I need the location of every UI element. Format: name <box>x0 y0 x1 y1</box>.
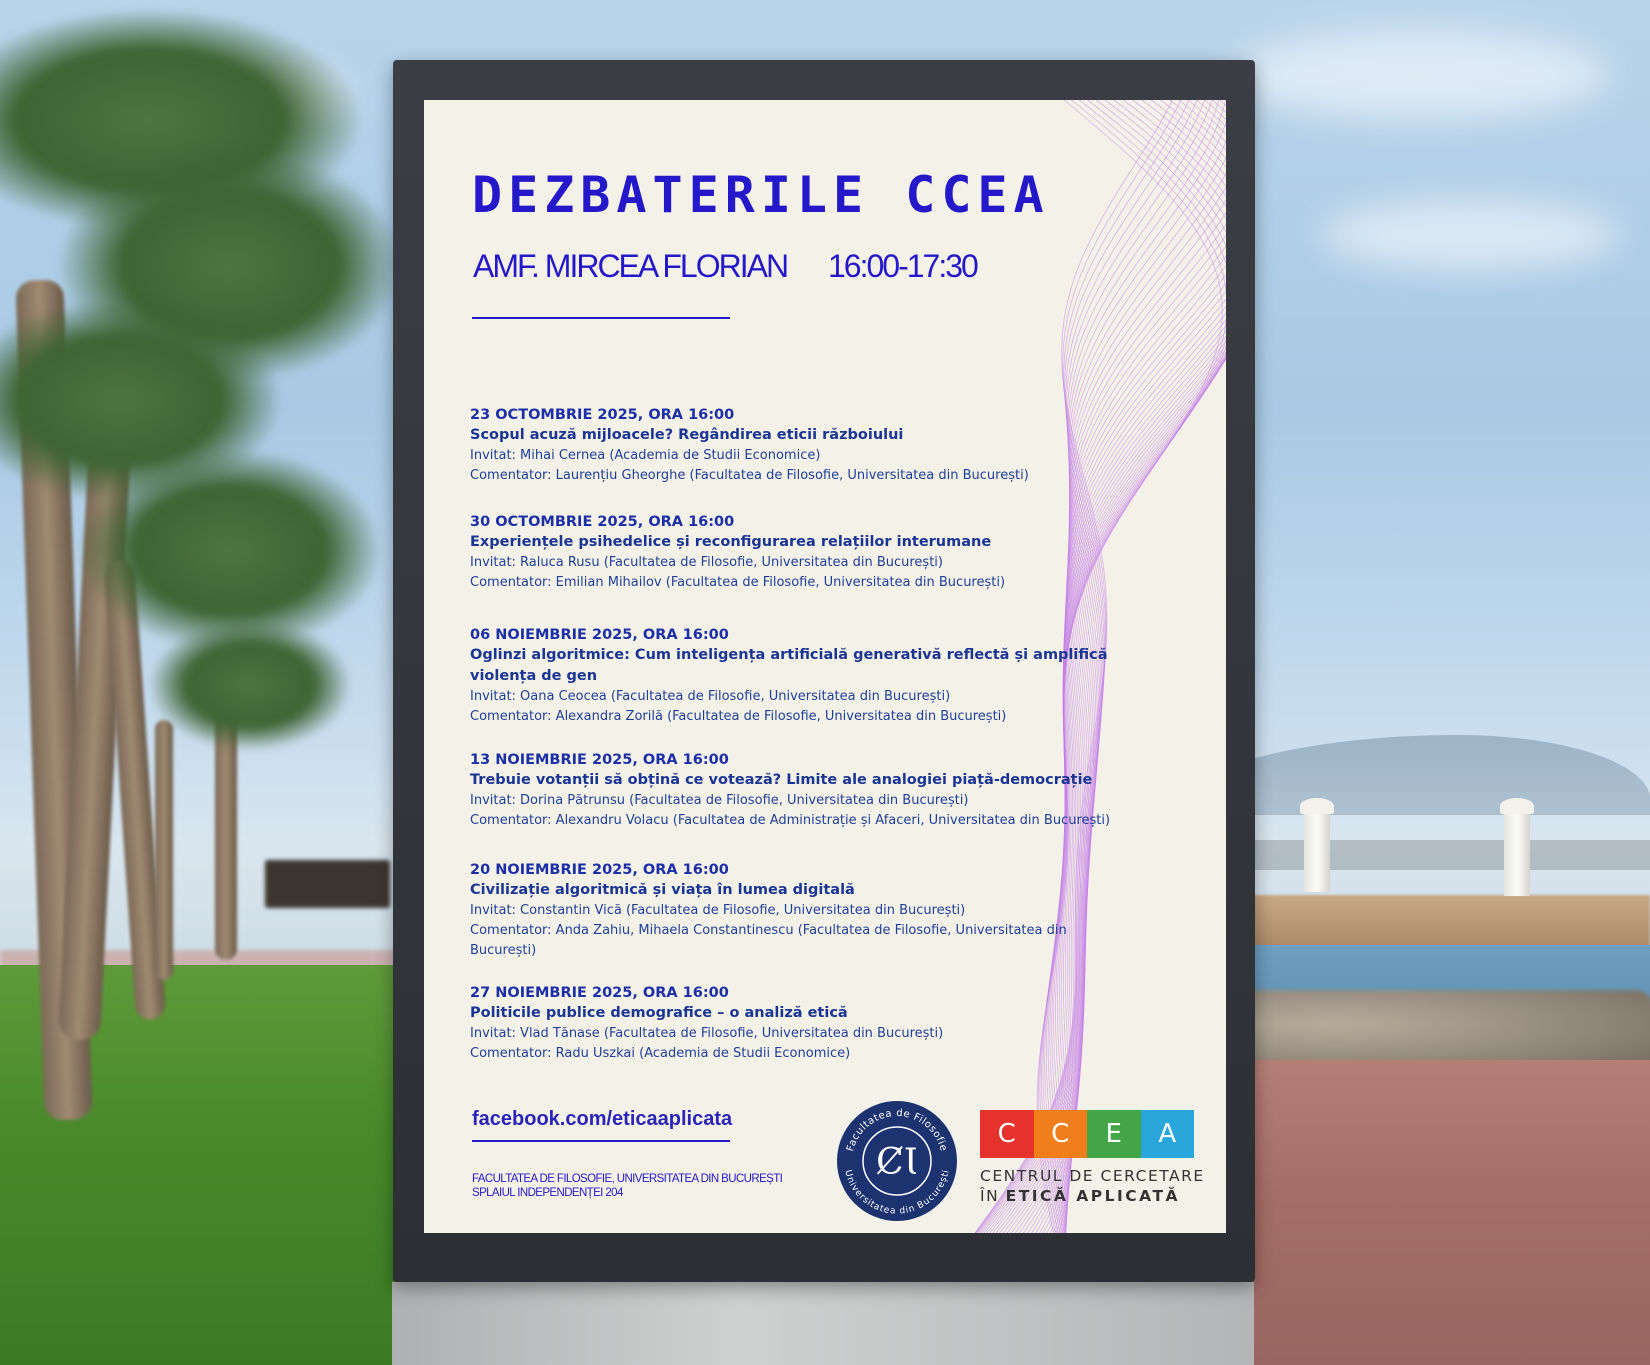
ccea-letter: E <box>1087 1110 1141 1158</box>
palm-fronds <box>150 620 350 750</box>
promenade <box>1190 1060 1650 1365</box>
event-title: Trebuie votanții să obțină ce votează? Limite ale analogiei piață-democrație <box>470 772 1093 788</box>
breakwater <box>1200 895 1650 950</box>
event-title: Experiențele psihedelice și reconfigurarea relațiilor interumane <box>470 534 992 550</box>
event-commentator: Comentator: Radu Uszkai (Academia de Studii Economice) <box>470 1046 851 1061</box>
far-shore <box>1200 840 1650 870</box>
lighthouse <box>1504 812 1530 896</box>
event-date: 20 NOIEMBRIE 2025, ORA 16:00 <box>470 862 729 878</box>
event-guest: Invitat: Mihai Cernea (Academia de Studii Economice) <box>470 448 821 463</box>
divider <box>472 317 730 319</box>
lighthouse <box>1304 812 1330 892</box>
address <box>472 1172 782 1200</box>
time-range: 16:00-17:30 <box>828 248 977 284</box>
event-title: Politicile publice demografice – o analiză etică <box>470 1005 848 1021</box>
event-guest: Invitat: Dorina Pătrunsu (Facultatea de Filosofie, Universitatea din București) <box>470 793 969 808</box>
event-item <box>470 750 1130 831</box>
event-item <box>470 625 1130 727</box>
event-commentator: Comentator: Alexandru Volacu (Facultatea de Administrație și Afaceri, Universitatea din București) <box>470 813 1111 828</box>
ccea-subtitle-line <box>980 1186 1194 1206</box>
event-item <box>470 983 1130 1064</box>
poster-title: DEZBATERILE CCEA <box>472 166 1050 224</box>
address-line: SPLAIUL INDEPENDENȚEI 204 <box>472 1187 623 1199</box>
event-date: 27 NOIEMBRIE 2025, ORA 16:00 <box>470 985 729 1001</box>
ccea-logo <box>980 1110 1205 1206</box>
seal-monogram: ȻƖ <box>876 1142 918 1183</box>
ccea-subtitle-prefix: ÎN <box>980 1187 1000 1205</box>
cloud <box>1230 30 1610 120</box>
ccea-letter: C <box>1034 1110 1088 1158</box>
palm-trunk <box>155 720 173 980</box>
billboard-pole <box>392 1282 1254 1365</box>
ccea-letter: C <box>980 1110 1034 1158</box>
event-commentator: Comentator: Anda Zahiu, Mihaela Constantinescu (Facultatea de Filosofie, Universitatea din București) <box>470 923 1067 958</box>
divider <box>472 1140 730 1142</box>
ccea-subtitle-bold: ETICĂ APLICATĂ <box>1005 1187 1181 1205</box>
event-guest: Invitat: Raluca Rusu (Facultatea de Filosofie, Universitatea din București) <box>470 555 943 570</box>
event-commentator: Comentator: Alexandra Zorilă (Facultatea de Filosofie, Universitatea din București) <box>470 709 1007 724</box>
event-item <box>470 860 1130 961</box>
event-date: 06 NOIEMBRIE 2025, ORA 16:00 <box>470 627 729 643</box>
faculty-seal-logo <box>836 1100 958 1222</box>
event-commentator: Comentator: Emilian Mihailov (Facultatea de Filosofie, Universitatea din București) <box>470 575 1006 590</box>
event-title: Civilizație algoritmică și viața în lumea digitală <box>470 882 855 898</box>
ccea-letter-blocks <box>980 1110 1194 1158</box>
event-commentator: Comentator: Laurențiu Gheorghe (Facultatea de Filosofie, Universitatea din București) <box>470 468 1029 483</box>
event-guest: Invitat: Constantin Vică (Facultatea de Filosofie, Universitatea din București) <box>470 903 966 918</box>
ccea-subtitle-line: CENTRUL DE CERCETARE <box>980 1167 1205 1185</box>
event-guest: Invitat: Vlad Tănase (Facultatea de Filosofie, Universitatea din București) <box>470 1026 944 1041</box>
bench <box>265 860 390 908</box>
event-poster <box>424 100 1226 1233</box>
event-title: Oglinzi algoritmice: Cum inteligența artificială generativă reflectă și amplifică violența de gen <box>470 647 1108 684</box>
venue: AMF. MIRCEA FLORIAN <box>473 248 788 284</box>
event-guest: Invitat: Oana Ceocea (Facultatea de Filosofie, Universitatea din București) <box>470 689 951 704</box>
event-item <box>470 512 1130 593</box>
address-line: FACULTATEA DE FILOSOFIE, UNIVERSITATEA DIN BUCUREȘTI <box>472 1173 783 1185</box>
cloud <box>1320 200 1620 270</box>
event-item <box>470 405 1130 486</box>
facebook-link: facebook.com/eticaaplicata <box>472 1108 733 1130</box>
ccea-subtitle <box>980 1166 1205 1206</box>
event-title: Scopul acuză mijloacele? Regândirea eticii războiului <box>470 427 904 443</box>
event-date: 13 NOIEMBRIE 2025, ORA 16:00 <box>470 752 729 768</box>
event-date: 30 OCTOMBRIE 2025, ORA 16:00 <box>470 514 735 530</box>
seal-top-text: Facultatea de Filosofie <box>845 1107 949 1153</box>
seal-bottom-text: Universitatea din București <box>842 1169 952 1217</box>
palm-fronds <box>80 450 380 650</box>
event-date: 23 OCTOMBRIE 2025, ORA 16:00 <box>470 407 735 423</box>
ccea-letter: A <box>1141 1110 1195 1158</box>
